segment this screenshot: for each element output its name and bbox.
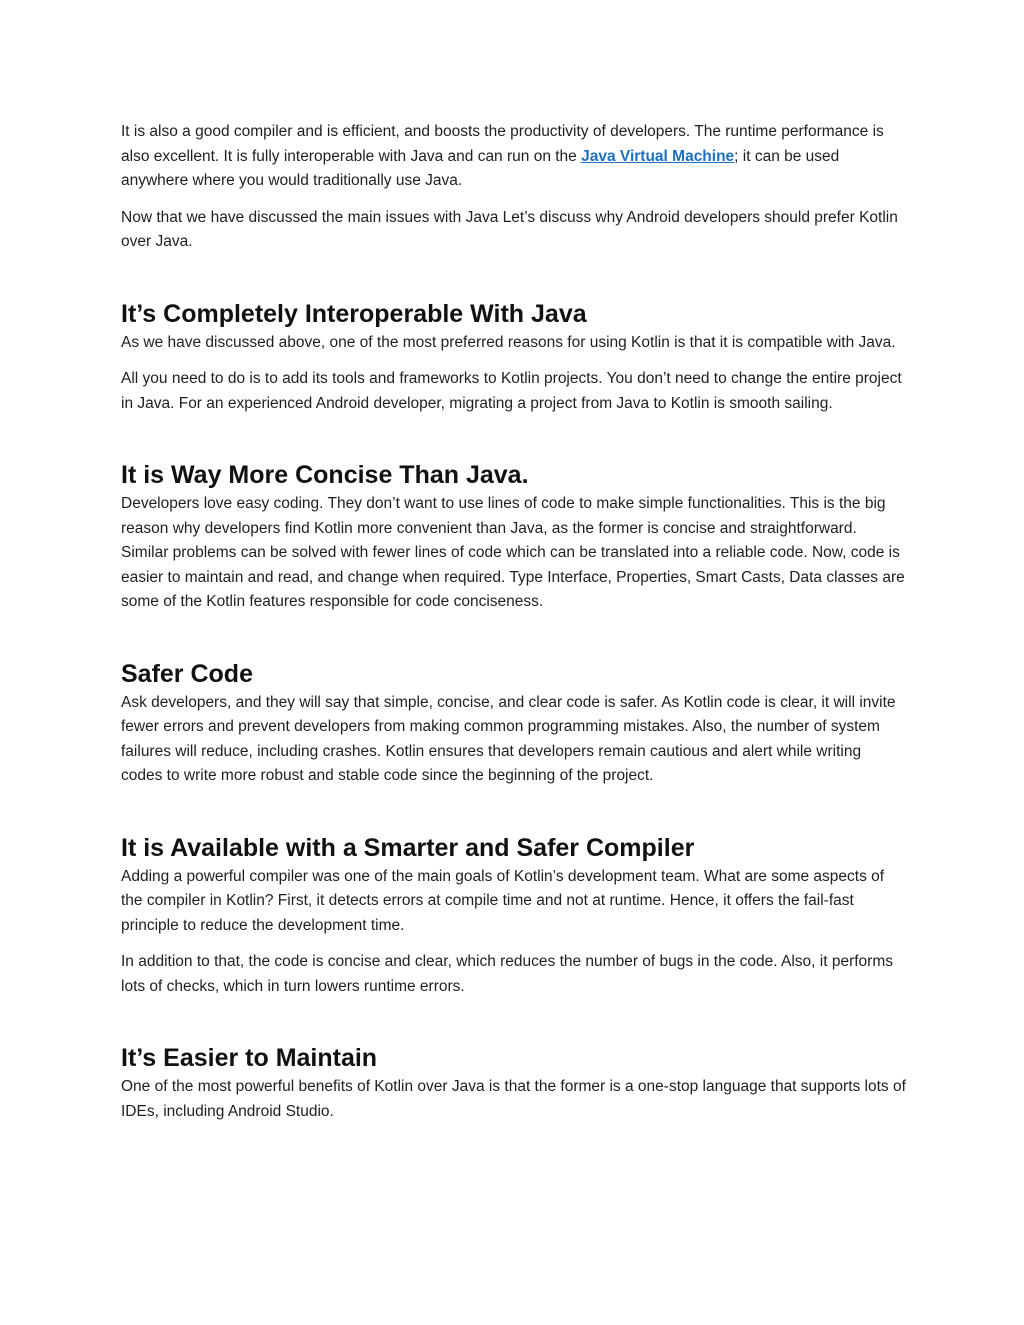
document-page [121, 120, 906, 1136]
section-paragraph: Adding a powerful compiler was one of the main goals of Kotlin’s development team. What are some aspects of the compiler in Kotlin? First, it detects errors at compile time and not at runtime. Hence, it offers the fail-fast principle to reduce the development time. [121, 867, 885, 934]
section-paragraph: All you need to do is to add its tools and frameworks to Kotlin projects. You don’t need to change the entire project in Java. For an experienced Android developer, migrating a project from Java to Kotlin is smooth sailing. [121, 370, 902, 412]
section-interoperable [121, 299, 906, 417]
section-heading: It is Available with a Smarter and Safer Compiler [121, 833, 695, 862]
section-maintain [121, 1043, 906, 1124]
java-virtual-machine-link[interactable]: Java Virtual Machine [581, 147, 735, 165]
section-paragraph: Ask developers, and they will say that simple, concise, and clear code is safer. As Kotlin code is clear, it will invite fewer errors and prevent developers from making common programming mistakes. Also, the number of system failures will reduce, including crashes. Kotlin ensures that developers remain cautious and alert while writing codes to write more robust and stable code since the beginning of the project. [121, 693, 896, 784]
section-heading: It’s Easier to Maintain [121, 1044, 378, 1072]
intro-paragraph-2: Now that we have discussed the main issues with Java Let’s discuss why Android developers should prefer Kotlin over Java. [121, 208, 898, 250]
intro-text-before-link: It is also a good compiler and is efficient, and boosts the productivity of developers. The runtime performance is also excellent. It is fully interoperable with Java and can run on the [121, 123, 884, 165]
section-paragraph: In addition to that, the code is concise and clear, which reduces the number of bugs in the code. Also, it performs lots of checks, which in turn lowers runtime errors. [121, 953, 894, 995]
section-concise [121, 460, 906, 615]
section-paragraph: Developers love easy coding. They don’t want to use lines of code to make simple functionalities. This is the big reason why developers find Kotlin more convenient than Java, as the former is concise and straightforward. Similar problems can be solved with fewer lines of code which can be translated into a reliable code. Now, code is easier to maintain and read, and change when required. Type Interface, Properties, Smart Casts, Data classes are some of the Kotlin features responsible for code conciseness. [121, 495, 905, 610]
section-heading: It’s Completely Interoperable With Java [121, 299, 587, 328]
section-paragraph: One of the most powerful benefits of Kotlin over Java is that the former is a one-stop language that supports lots of IDEs, including Android Studio. [121, 1078, 906, 1120]
section-heading: Safer Code [121, 659, 253, 688]
section-safer-code [121, 659, 906, 789]
section-heading: It is Way More Concise Than Java. [121, 461, 529, 489]
section-compiler [121, 833, 906, 1000]
intro-text-after-link: ; it can be used anywhere where you would traditionally use Java. [121, 147, 840, 189]
section-paragraph: As we have discussed above, one of the most preferred reasons for using Kotlin is that it is compatible with Java. [121, 333, 896, 351]
intro-paragraph-1 [121, 120, 906, 194]
